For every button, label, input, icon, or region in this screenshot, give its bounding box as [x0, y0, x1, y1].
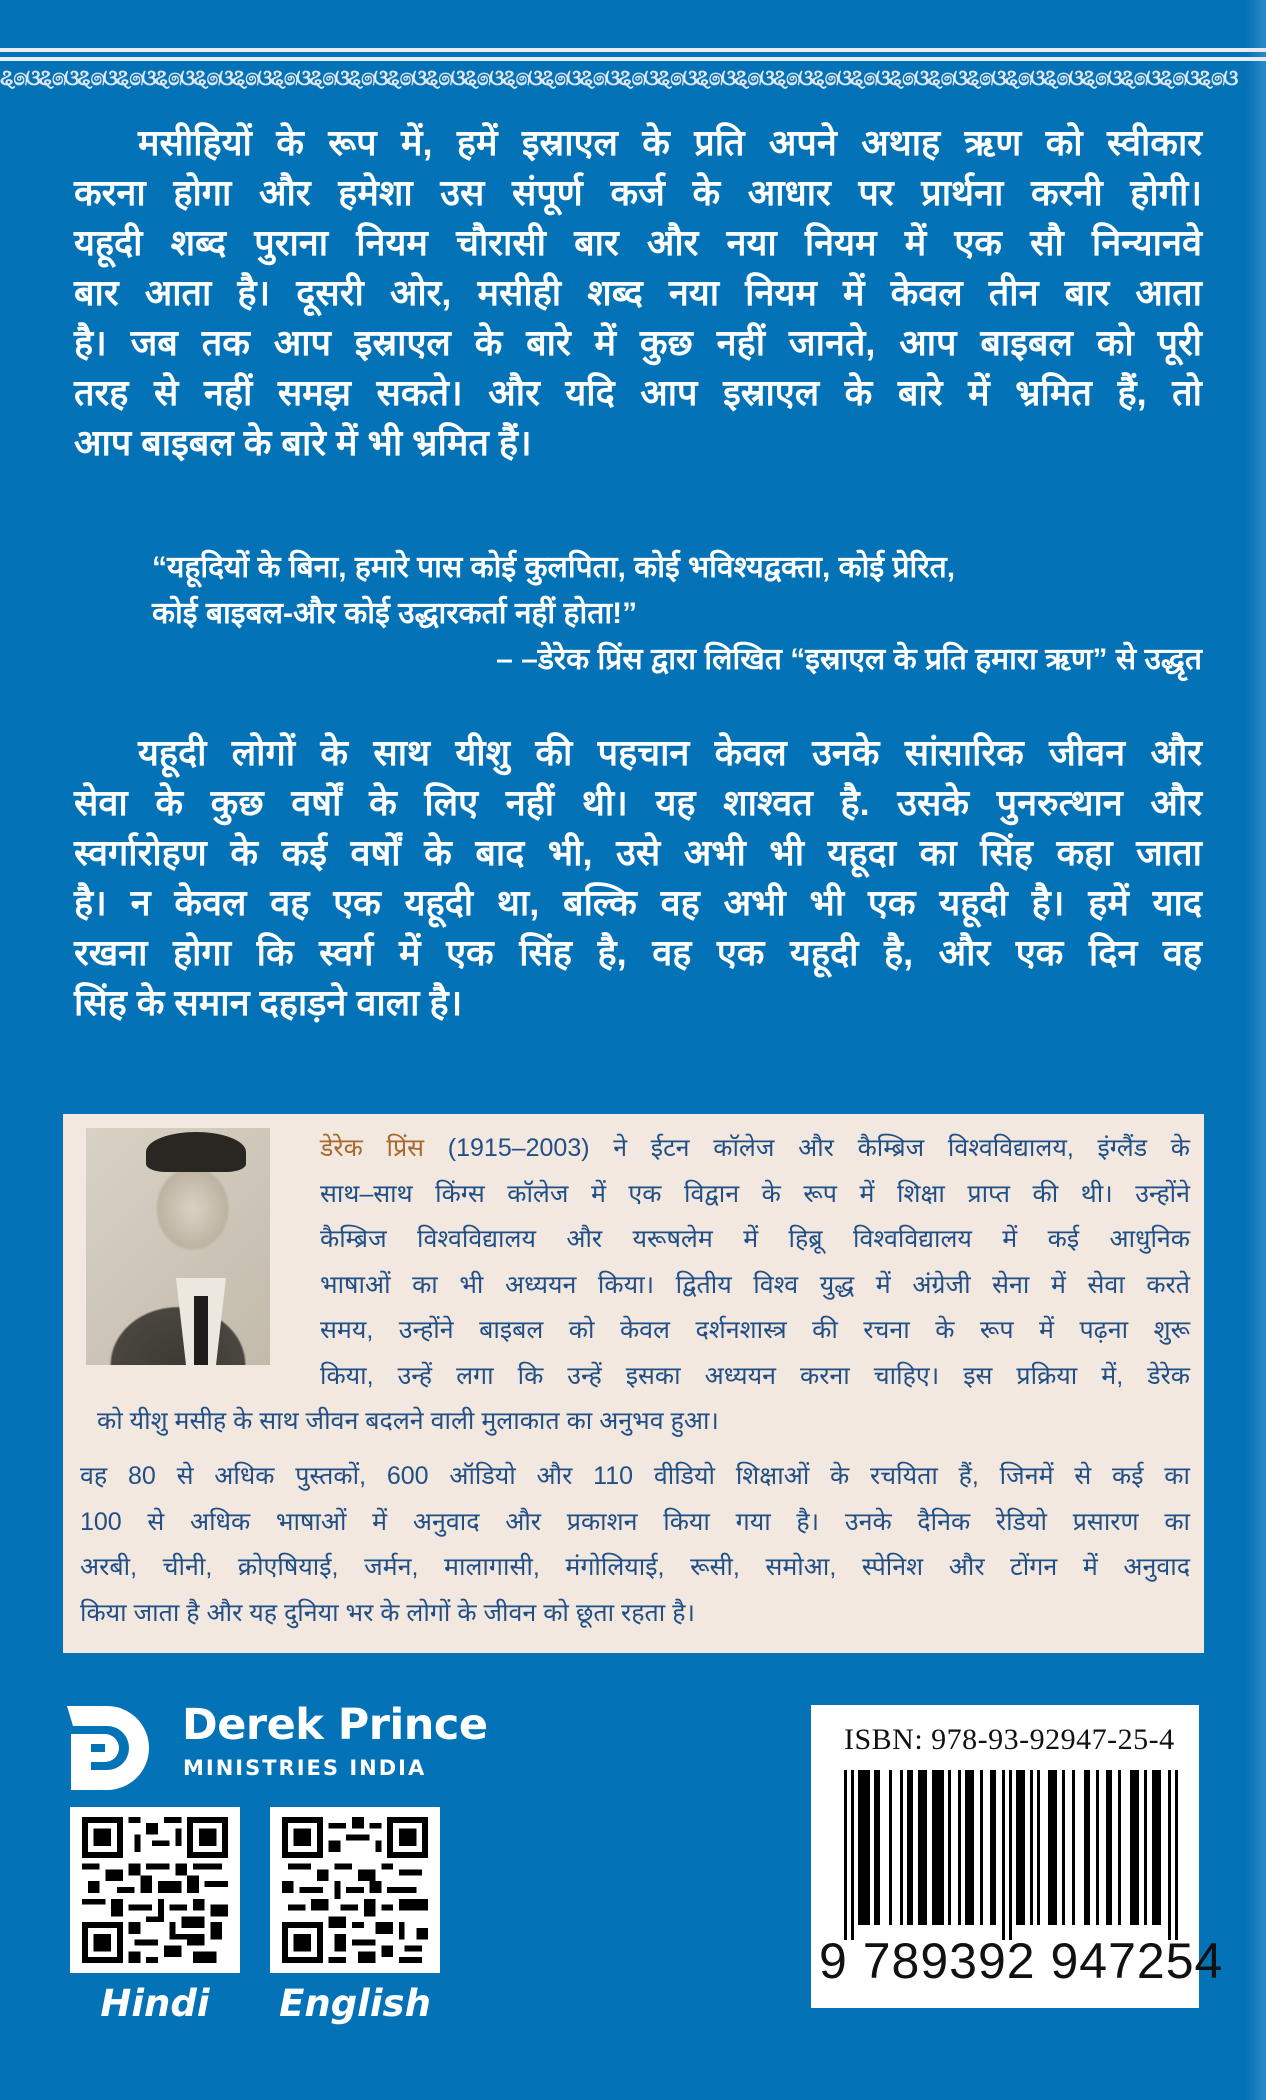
- text-line: सेवा के कुछ वर्षों के लिए नहीं थी। यह शाश्वत है. उसके पुनरुत्थान और: [74, 782, 1202, 823]
- bio-line: को यीशु मसीह के साथ जीवन बदलने वाली मुलाकात का अनुभव हुआ।: [97, 1407, 719, 1435]
- text-line: तरह से नहीं समझ सकते। और यदि आप इस्राएल के बारे में भ्रमित हैं, तो: [74, 372, 1202, 413]
- top-rule-2: [0, 57, 1266, 61]
- text-line: यहूदी शब्द पुराना नियम चौरासी बार और नया नियम में एक सौ निन्यानवे: [74, 222, 1202, 263]
- bio-line: अरबी, चीनी, क्रोएषियाई, जर्मन, मालागासी, मंगोलियाई, रूसी, समोआ, स्पेनिश और टोंगन में अनुवाद: [80, 1553, 1190, 1581]
- bio-line: कैम्ब्रिज विश्वविद्यालय और यरूषलेम में हिब्रू विश्वविद्यालय में कई आधुनिक: [320, 1225, 1190, 1253]
- text-line: रखना होगा कि स्वर्ग में एक सिंह है, वह एक यहूदी है, और एक दिन वह: [74, 932, 1202, 973]
- top-rule-1: [0, 48, 1266, 52]
- bio-line: समय, उन्होंने बाइबल को केवल दर्शनशास्त्र की रचना के रूप में पढ़ना शुरू: [320, 1316, 1190, 1344]
- bio-line: किया, उन्हें लगा कि उन्हें इसका अध्ययन करना चाहिए। इस प्रक्रिया में, डेरेक: [320, 1361, 1190, 1390]
- isbn-number: ISBN: 978-93-92947-25-4: [844, 1723, 1175, 1756]
- qr-code-icon: [280, 1817, 430, 1963]
- bio-paragraph-2: [80, 1454, 1190, 1636]
- quote-line: “यहूदियों के बिना, हमारे पास कोई कुलपिता, कोई भविश्यद्वक्ता, कोई प्रेरित,: [152, 551, 956, 584]
- spine-edge: [1246, 0, 1266, 2100]
- text-line: करना होगा और हमेशा उस संपूर्ण कर्ज के आधार पर प्रार्थना करनी होगी।: [74, 172, 1202, 213]
- author-name: डेरेक प्रिंस: [320, 1134, 425, 1162]
- bio-line: 100 से अधिक भाषाओं में अनुवाद और प्रकाशन किया गया है। उनके दैनिक रेडियो प्रसारण का: [80, 1507, 1190, 1536]
- quote-line: कोई बाइबल-और कोई उद्धारकर्ता नहीं होता!”: [152, 597, 638, 630]
- barcode-icon: [844, 1770, 1184, 1940]
- bio-text-full: [97, 1399, 1190, 1445]
- pull-quote: [152, 545, 1202, 683]
- bio-line: भाषाओं का भी अध्ययन किया। द्वितीय विश्व युद्ध में अंग्रेजी सेना में सेवा करते: [320, 1270, 1190, 1299]
- qr-code-icon: [80, 1817, 230, 1963]
- qr-label-english: English: [279, 1982, 431, 2025]
- ornament-border: ୡ෧ଓୡ෧ଓୡ෧ଓୡ෧ଓୡ෧ଓୡ෧ଓୡ෧ଓୡ෧ଓୡ෧ଓୡ෧ଓୡ෧ଓୡ෧ଓୡ෧ଓୡ෧ଓୡ෧ଓୡ෧ଓୡ෧ଓୡ෧ଓୡ෧ଓୡ෧ଓୡ෧ଓୡ෧ଓୡ෧ଓୡ෧ଓୡ෧ଓୡ෧ଓୡ෧ଓୡ෧ଓୡ෧ଓୡ෧ଓୡ෧ଓୡ෧ଓ: [0, 66, 1237, 90]
- text-line: यहूदी लोगों के साथ यीशु की पहचान केवल उनके सांसारिक जीवन और: [138, 732, 1202, 773]
- quote-attribution: – –डेरेक प्रिंस द्वारा लिखित “इस्राएल के प्रति हमारा ऋण” से उद्धृत: [496, 643, 1202, 676]
- ean-digits: 9 789392 947254: [819, 1933, 1224, 1989]
- logo-name: Derek Prince: [182, 1700, 488, 1750]
- logo-subtitle: MINISTRIES INDIA: [183, 1756, 427, 1780]
- text-line: बार आता है। दूसरी ओर, मसीही शब्द नया नियम में केवल तीन बार आता: [74, 272, 1202, 313]
- bio-text-right: डेरेक प्रिंस (1915–2003) ने ईटन कॉलेज और कैम्ब्रिज विश्वविद्यालय, इंग्लैंड के साथ–साथ किंग्स कॉलेज में एक विद्वान के रूप में शिक्षा प्राप्त की थी। उन्होंने कैम्ब्रिज विश्वविद्यालय और यरूषलेम में हिब्रू विश्वविद्यालय में कई आधुनिक भाषाओं का भी अध्ययन किया। द्वितीय विश्व युद्ध में अंग्रेजी सेना में सेवा करते समय, उन्होंने बाइबल को केवल दर्शनशास्त्र की रचना के रूप में पढ़ना शुरू किया, उन्हें लगा कि उन्हें इसका अध्ययन करना चाहिए। इस प्रक्रिया में, डेरेक: [320, 1126, 1190, 1399]
- qr-label-hindi: Hindi: [100, 1982, 210, 2025]
- qr-code-hindi[interactable]: [70, 1807, 240, 1973]
- text-line: मसीहियों के रूप में, हमें इस्राएल के प्रति अपने अथाह ऋण को स्वीकार: [138, 122, 1202, 163]
- text-line: स्वर्गारोहण के कई वर्षों के बाद भी, उसे अभी भी यहूदा का सिंह कहा जाता: [74, 832, 1202, 873]
- isbn-barcode-box: [811, 1705, 1224, 2008]
- text-line: सिंह के समान दहाड़ने वाला है।: [74, 982, 463, 1023]
- second-paragraph: [74, 728, 1202, 1028]
- author-photo: [86, 1128, 270, 1365]
- bio-line: वह 80 से अधिक पुस्तकों, 600 ऑडियो और 110 वीडियो शिक्षाओं के रचयिता हैं, जिनमें से कई का: [80, 1462, 1190, 1490]
- text-line: आप बाइबल के बारे में भी भ्रमित हैं।: [74, 422, 532, 463]
- author-bio-box: [63, 1114, 1204, 1653]
- bio-line: किया जाता है और यह दुनिया भर के लोगों के जीवन को छूता रहता है।: [80, 1598, 695, 1627]
- dpm-logo-icon: [67, 1706, 151, 1790]
- bio-line: साथ–साथ किंग्स कॉलेज में एक विद्वान के रूप में शिक्षा प्राप्त की थी। उन्होंने: [320, 1179, 1190, 1208]
- intro-paragraph: [74, 118, 1202, 468]
- text-line: है। न केवल वह एक यहूदी था, बल्कि वह अभी भी एक यहूदी है। हमें याद: [74, 882, 1202, 923]
- qr-code-english[interactable]: [270, 1807, 440, 1973]
- text-line: है। जब तक आप इस्राएल के बारे में कुछ नहीं जानते, आप बाइबल को पूरी: [74, 322, 1202, 363]
